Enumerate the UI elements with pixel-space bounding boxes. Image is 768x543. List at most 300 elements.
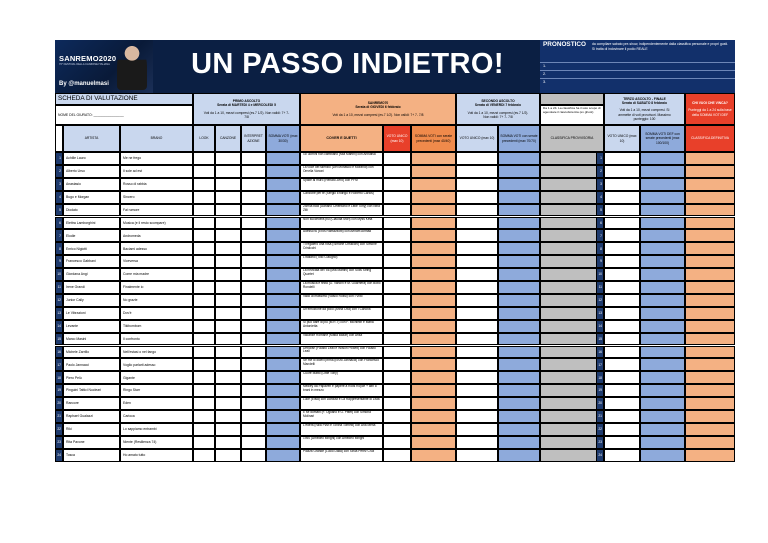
sum-votes-2-cell (411, 358, 456, 371)
final-rank-cell (685, 178, 735, 191)
sanremo70-header-note: Voti da 1 a 10, mezzi compresi (es.7 1/2). Non validi: 7+ 7- 7/8 (332, 112, 424, 117)
vote-terzo-input[interactable] (604, 346, 640, 359)
classifica-note: Da 1 a 24. La classifica ha il solo scopo di agevolare il riascolto/ercia (ex ghost) (540, 105, 604, 125)
vote-sanremo70-input[interactable] (383, 217, 411, 230)
vote-canzone-input[interactable] (215, 333, 241, 346)
vote-terzo-input[interactable] (604, 268, 640, 281)
vote-secondo-input[interactable] (456, 268, 498, 281)
provisional-rank-cell[interactable] (540, 436, 604, 449)
provisional-rank-cell[interactable] (540, 384, 604, 397)
vote-look-input[interactable] (193, 268, 215, 281)
cover-duet: 24mila baci (Adriano Celentano e Little Tony) con Nina Zilli (300, 204, 383, 217)
sum-votes-cell (266, 281, 300, 294)
vote-terzo-input[interactable] (604, 255, 640, 268)
vote-terzo-input[interactable] (604, 436, 640, 449)
sum-votes-3-cell (498, 423, 540, 436)
row-number: 24 (55, 449, 63, 462)
vote-secondo-input[interactable] (456, 191, 498, 204)
cover-duet: L'italiano (Toto Cutugno) (300, 255, 383, 268)
vote-sanremo70-input[interactable] (383, 204, 411, 217)
provisional-rank-cell[interactable] (540, 371, 604, 384)
vote-canzone-input[interactable] (215, 358, 241, 371)
vote-interpretazione-input[interactable] (241, 371, 266, 384)
vote-terzo-input[interactable] (604, 371, 640, 384)
vote-look-input[interactable] (193, 281, 215, 294)
sum-votes-2-cell (411, 307, 456, 320)
sum-votes-cell (266, 384, 300, 397)
vote-sanremo70-input[interactable] (383, 358, 411, 371)
provisional-rank-cell[interactable] (540, 358, 604, 371)
vote-interpretazione-input[interactable] (241, 410, 266, 423)
provisional-rank-cell[interactable] (540, 423, 604, 436)
vote-canzone-input[interactable] (215, 178, 241, 191)
sum-votes-2-cell (411, 410, 456, 423)
vote-sanremo70-input[interactable] (383, 410, 411, 423)
cover-duet: Spalle al muro (Renato Zero) con PFM (300, 178, 383, 191)
vote-interpretazione-input[interactable] (241, 255, 266, 268)
sum-votes-3-cell (498, 165, 540, 178)
sum-votes-2-cell (411, 294, 456, 307)
final-rank-cell (685, 255, 735, 268)
row-number-2: 6 (596, 217, 604, 230)
artist-name: Bugo e Morgan (63, 191, 120, 204)
vote-interpretazione-input[interactable] (241, 333, 266, 346)
vote-sanremo70-input[interactable] (383, 423, 411, 436)
sum-votes-2-cell (411, 397, 456, 410)
vote-look-input[interactable] (193, 229, 215, 242)
row-number: 22 (55, 423, 63, 436)
provisional-rank-cell[interactable] (540, 242, 604, 255)
sum-votes-3-cell (498, 281, 540, 294)
vote-interpretazione-input[interactable] (241, 204, 266, 217)
provisional-rank-cell[interactable] (540, 397, 604, 410)
secondo-ascolto-header-sub: Serata di VENERDI 7 febbraio (474, 103, 522, 108)
sum-votes-def-cell (640, 165, 685, 178)
primo-ascolto-header-title: PRIMO ASCOLTO (232, 98, 261, 103)
sum-votes-3-cell (498, 229, 540, 242)
sum-votes-cell (266, 242, 300, 255)
vote-canzone-input[interactable] (215, 423, 241, 436)
vote-look-input[interactable] (193, 346, 215, 359)
sum-votes-3-cell (498, 436, 540, 449)
song-title: Niente (Resilienza 74) (120, 436, 193, 449)
vote-look-input[interactable] (193, 384, 215, 397)
song-title: Il sole ad est (120, 165, 193, 178)
song-title: Andromeda (120, 229, 193, 242)
artist-name: Achille Lauro (63, 152, 120, 165)
vote-interpretazione-input[interactable] (241, 178, 266, 191)
sum-votes-3-cell (498, 307, 540, 320)
sum-votes-2-cell (411, 346, 456, 359)
provisional-rank-cell[interactable] (540, 152, 604, 165)
vote-terzo-input[interactable] (604, 242, 640, 255)
artist-name: Marco Masini (63, 333, 120, 346)
row-number: 19 (55, 384, 63, 397)
vote-look-input[interactable] (193, 294, 215, 307)
vote-interpretazione-input[interactable] (241, 242, 266, 255)
vote-sanremo70-input[interactable] (383, 371, 411, 384)
sum-votes-3-cell (498, 178, 540, 191)
vote-sanremo70-input[interactable] (383, 242, 411, 255)
vote-look-input[interactable] (193, 204, 215, 217)
vote-terzo-input[interactable] (604, 229, 640, 242)
artist-name: Irene Grandi (63, 281, 120, 294)
provisional-rank-cell[interactable] (540, 255, 604, 268)
vote-look-input[interactable] (193, 449, 215, 462)
sum-votes-cell (266, 152, 300, 165)
vote-canzone-input[interactable] (215, 307, 241, 320)
vote-secondo-input[interactable] (456, 217, 498, 230)
col-header-interpretazione: INTERPRET AZIONE (241, 125, 266, 152)
vote-interpretazione-input[interactable] (241, 358, 266, 371)
vote-secondo-input[interactable] (456, 346, 498, 359)
undefined (55, 93, 193, 105)
vote-sanremo70-input[interactable] (383, 268, 411, 281)
vote-secondo-input[interactable] (456, 397, 498, 410)
sum-votes-cell (266, 229, 300, 242)
vote-canzone-input[interactable] (215, 346, 241, 359)
vote-canzone-input[interactable] (215, 320, 241, 333)
page-title: UN PASSO INDIETRO! (191, 48, 504, 80)
row-number-2: 16 (596, 346, 604, 359)
provisional-rank-cell[interactable] (540, 165, 604, 178)
song-title: Gigante (120, 371, 193, 384)
secondo-ascolto-header-note: Voti da 1 a 10, mezzi compresi (es.7 1/2). Non validi: 7+ 7- 7/8 (467, 110, 529, 119)
artist-name: Raphael Gualazzi (63, 410, 120, 423)
vote-interpretazione-input[interactable] (241, 281, 266, 294)
cover-duet: Gli uomini non cambiano (Mia Martini) con Annalisa (300, 152, 383, 165)
sum-votes-def-cell (640, 320, 685, 333)
sum-votes-def-cell (640, 384, 685, 397)
row-number-2: 4 (596, 191, 604, 204)
row-number-2: 17 (596, 358, 604, 371)
vote-terzo-input[interactable] (604, 294, 640, 307)
artist-name: Enrico Nigiotti (63, 242, 120, 255)
vote-look-input[interactable] (193, 178, 215, 191)
vote-canzone-input[interactable] (215, 242, 241, 255)
song-title: Come mia madre (120, 268, 193, 281)
vote-secondo-input[interactable] (456, 358, 498, 371)
row-number: 15 (55, 333, 63, 346)
artist-name: Alberto Urso (63, 165, 120, 178)
terzo-ascolto-header-note: Voti da 1 a 10, mezzi compresi. Si ammette di voti provvisori. Massimo punteggio: 100 (618, 108, 671, 121)
song-title: Rosso di rabbia (120, 178, 193, 191)
row-number: 11 (55, 281, 63, 294)
row-number: 16 (55, 346, 63, 359)
row-number-2: 7 (596, 229, 604, 242)
final-rank-cell (685, 384, 735, 397)
final-rank-cell (685, 281, 735, 294)
vote-look-input[interactable] (193, 165, 215, 178)
sum-votes-def-cell (640, 333, 685, 346)
artist-name: Paolo Jannacci (63, 358, 120, 371)
vote-canzone-input[interactable] (215, 384, 241, 397)
vote-canzone-input[interactable] (215, 217, 241, 230)
final-rank-cell (685, 358, 735, 371)
final-rank-cell (685, 410, 735, 423)
vote-sanremo70-input[interactable] (383, 152, 411, 165)
sum-votes-def-cell (640, 410, 685, 423)
provisional-rank-cell[interactable] (540, 346, 604, 359)
vote-interpretazione-input[interactable] (241, 423, 266, 436)
row-number-2: 1 (596, 152, 604, 165)
cover-duet: Cuore Matto (Little Tony) (300, 371, 383, 384)
vote-sanremo70-input[interactable] (383, 165, 411, 178)
vote-sanremo70-input[interactable] (383, 281, 411, 294)
vote-secondo-input[interactable] (456, 204, 498, 217)
row-number-2: 14 (596, 320, 604, 333)
sanremo70-header-title: SANREMO70 (367, 101, 389, 106)
sum-votes-3-cell (498, 191, 540, 204)
vote-secondo-input[interactable] (456, 229, 498, 242)
pronostico-line-3[interactable]: 3. (540, 78, 735, 86)
pronostico-line-1[interactable]: 1. (540, 62, 735, 70)
rater-name-field[interactable]: NOME DEL GIURATO: ________________ (55, 105, 193, 125)
vote-look-input[interactable] (193, 191, 215, 204)
vote-canzone-input[interactable] (215, 281, 241, 294)
cover-duet: E se domani (F. Ogliano e G. Pittet) con Simona Molinari (300, 410, 383, 423)
vote-interpretazione-input[interactable] (241, 152, 266, 165)
vote-interpretazione-input[interactable] (241, 436, 266, 449)
vote-terzo-input[interactable] (604, 410, 640, 423)
vote-terzo-input[interactable] (604, 191, 640, 204)
vote-terzo-input[interactable] (604, 204, 640, 217)
sum-votes-3-cell (498, 358, 540, 371)
cover-duet: Medley da Papaveri e papere a Rolls Royce + altri 8 brani in mezzo (300, 384, 383, 397)
provisional-rank-cell[interactable] (540, 333, 604, 346)
song-title: Tikibombom (120, 320, 193, 333)
logo-subtitle: 70° FESTIVAL DELLA CANZONE ITALIANA (59, 63, 110, 66)
vote-canzone-input[interactable] (215, 191, 241, 204)
row-number: 21 (55, 410, 63, 423)
sum-votes-3-cell (498, 333, 540, 346)
row-number-2: 2 (596, 165, 604, 178)
vote-terzo-input[interactable] (604, 449, 640, 462)
cover-duet: Se me lo dicevi prima (Enzo Jannacci) con Francesco Mandelli (300, 358, 383, 371)
final-rank-cell (685, 320, 735, 333)
chi-vince-note: Punteggi da 1 a 24 sulla base della SOMMA VOTI DEF (688, 108, 732, 117)
vote-secondo-input[interactable] (456, 255, 498, 268)
vote-terzo-input[interactable] (604, 165, 640, 178)
provisional-rank-cell[interactable] (540, 449, 604, 462)
sum-votes-def-cell (640, 217, 685, 230)
vote-canzone-input[interactable] (215, 255, 241, 268)
vote-interpretazione-input[interactable] (241, 307, 266, 320)
cover-duet: Vacanze Romane (Matia Bazar) con Arisa (300, 333, 383, 346)
vote-terzo-input[interactable] (604, 397, 640, 410)
sum-votes-cell (266, 410, 300, 423)
vote-secondo-input[interactable] (456, 152, 498, 165)
vote-look-input[interactable] (193, 307, 215, 320)
vote-secondo-input[interactable] (456, 436, 498, 449)
vote-look-input[interactable] (193, 217, 215, 230)
vote-secondo-input[interactable] (456, 423, 498, 436)
vote-sanremo70-input[interactable] (383, 307, 411, 320)
vote-canzone-input[interactable] (215, 449, 241, 462)
vote-canzone-input[interactable] (215, 294, 241, 307)
song-title: Viceversa (120, 255, 193, 268)
vote-sanremo70-input[interactable] (383, 436, 411, 449)
cover-duet: Adesso tu (Eros Ramazzotti) con Aeham Ahmad (300, 229, 383, 242)
row-number: 2 (55, 165, 63, 178)
vote-interpretazione-input[interactable] (241, 346, 266, 359)
vote-terzo-input[interactable] (604, 307, 640, 320)
pronostico-line-2[interactable]: 2. (540, 70, 735, 78)
cover-duet: L'edera (Nilla Pizzi e Tonina Torrielli) con Ana Mena (300, 423, 383, 436)
vote-interpretazione-input[interactable] (241, 294, 266, 307)
cover-duet: Vado al massimo (Vasco Rossi) con I Viito (300, 294, 383, 307)
vote-canzone-input[interactable] (215, 436, 241, 449)
vote-canzone-input[interactable] (215, 204, 241, 217)
sum-votes-3-cell (498, 371, 540, 384)
provisional-rank-cell[interactable] (540, 268, 604, 281)
sum-votes-3-cell (498, 449, 540, 462)
vote-terzo-input[interactable] (604, 384, 640, 397)
vote-look-input[interactable] (193, 320, 215, 333)
provisional-rank-cell[interactable] (540, 229, 604, 242)
vote-sanremo70-input[interactable] (383, 346, 411, 359)
artist-name: Giordana Angi (63, 268, 120, 281)
vote-look-input[interactable] (193, 397, 215, 410)
sum-votes-3-cell (498, 152, 540, 165)
row-number-2: 22 (596, 423, 604, 436)
song-title: Ringo Starr (120, 384, 193, 397)
vote-secondo-input[interactable] (456, 178, 498, 191)
row-number: 6 (55, 217, 63, 230)
vote-terzo-input[interactable] (604, 358, 640, 371)
row-number-2: 3 (596, 178, 604, 191)
sum-votes-2-cell (411, 371, 456, 384)
vote-interpretazione-input[interactable] (241, 320, 266, 333)
vote-sanremo70-input[interactable] (383, 333, 411, 346)
vote-sanremo70-input[interactable] (383, 449, 411, 462)
sum-votes-2-cell (411, 178, 456, 191)
vote-sanremo70-input[interactable] (383, 320, 411, 333)
song-title: Ho amato tutto (120, 449, 193, 462)
sum-votes-3-cell (498, 268, 540, 281)
vote-look-input[interactable] (193, 436, 215, 449)
vote-secondo-input[interactable] (456, 371, 498, 384)
cover-duet: La voce del silenzio (Dei Monasco e Morandi) con Ornella Vanoni (300, 165, 383, 178)
vote-terzo-input[interactable] (604, 281, 640, 294)
col-header-somma-voti-def: SOMMA VOTI DEF con serate precedenti (max 100/100) (640, 125, 685, 152)
row-number: 13 (55, 307, 63, 320)
provisional-rank-cell[interactable] (540, 281, 604, 294)
vote-secondo-input[interactable] (456, 307, 498, 320)
vote-terzo-input[interactable] (604, 178, 640, 191)
vote-canzone-input[interactable] (215, 165, 241, 178)
vote-interpretazione-input[interactable] (241, 384, 266, 397)
col-header-cover: COVER E DUETTI (300, 125, 383, 152)
vote-sanremo70-input[interactable] (383, 384, 411, 397)
vote-look-input[interactable] (193, 358, 215, 371)
vote-secondo-input[interactable] (456, 384, 498, 397)
vote-terzo-input[interactable] (604, 423, 640, 436)
final-rank-cell (685, 165, 735, 178)
vote-sanremo70-input[interactable] (383, 294, 411, 307)
vote-interpretazione-input[interactable] (241, 217, 266, 230)
sum-votes-cell (266, 178, 300, 191)
sum-votes-def-cell (640, 242, 685, 255)
vote-terzo-input[interactable] (604, 217, 640, 230)
vote-sanremo70-input[interactable] (383, 191, 411, 204)
vote-canzone-input[interactable] (215, 410, 241, 423)
vote-canzone-input[interactable] (215, 229, 241, 242)
vote-terzo-input[interactable] (604, 152, 640, 165)
cover-duet: Un'emozione da poco (Anna Oxa) con I Canova (300, 307, 383, 320)
vote-secondo-input[interactable] (456, 242, 498, 255)
provisional-rank-cell[interactable] (540, 217, 604, 230)
final-rank-cell (685, 242, 735, 255)
vote-terzo-input[interactable] (604, 320, 640, 333)
vote-look-input[interactable] (193, 152, 215, 165)
row-number-2: 11 (596, 281, 604, 294)
terzo-ascolto-header-sub: Serata di SABATO 8 febbraio (621, 101, 668, 106)
vote-interpretazione-input[interactable] (241, 268, 266, 281)
vote-sanremo70-input[interactable] (383, 255, 411, 268)
sum-votes-def-cell (640, 281, 685, 294)
vote-look-input[interactable] (193, 410, 215, 423)
vote-secondo-input[interactable] (456, 410, 498, 423)
vote-interpretazione-input[interactable] (241, 229, 266, 242)
row-number-2: 18 (596, 371, 604, 384)
vote-canzone-input[interactable] (215, 152, 241, 165)
vote-interpretazione-input[interactable] (241, 397, 266, 410)
vote-terzo-input[interactable] (604, 333, 640, 346)
vote-interpretazione-input[interactable] (241, 191, 266, 204)
vote-secondo-input[interactable] (456, 281, 498, 294)
vote-sanremo70-input[interactable] (383, 229, 411, 242)
author-handle: By @manuelmasi (59, 81, 109, 87)
vote-interpretazione-input[interactable] (241, 165, 266, 178)
final-rank-cell (685, 204, 735, 217)
vote-look-input[interactable] (193, 242, 215, 255)
provisional-rank-cell[interactable] (540, 294, 604, 307)
artist-name: Junior Cally (63, 294, 120, 307)
vote-canzone-input[interactable] (215, 371, 241, 384)
vote-look-input[interactable] (193, 333, 215, 346)
row-number: 1 (55, 152, 63, 165)
vote-secondo-input[interactable] (456, 294, 498, 307)
vote-secondo-input[interactable] (456, 449, 498, 462)
vote-look-input[interactable] (193, 371, 215, 384)
row-number-2: 23 (596, 436, 604, 449)
vote-sanremo70-input[interactable] (383, 397, 411, 410)
provisional-rank-cell[interactable] (540, 320, 604, 333)
provisional-rank-cell[interactable] (540, 204, 604, 217)
vote-canzone-input[interactable] (215, 397, 241, 410)
sum-votes-def-cell (640, 204, 685, 217)
sum-votes-cell (266, 307, 300, 320)
vote-look-input[interactable] (193, 255, 215, 268)
terzo-ascolto-header (604, 93, 685, 125)
final-rank-cell (685, 152, 735, 165)
vote-secondo-input[interactable] (456, 320, 498, 333)
vote-secondo-input[interactable] (456, 165, 498, 178)
vote-secondo-input[interactable] (456, 333, 498, 346)
provisional-rank-cell[interactable] (540, 191, 604, 204)
logo-text: SANREMO2020 (59, 54, 117, 63)
vote-canzone-input[interactable] (215, 268, 241, 281)
vote-sanremo70-input[interactable] (383, 178, 411, 191)
provisional-rank-cell[interactable] (540, 178, 604, 191)
vote-interpretazione-input[interactable] (241, 449, 266, 462)
provisional-rank-cell[interactable] (540, 410, 604, 423)
sum-votes-2-cell (411, 423, 456, 436)
vote-look-input[interactable] (193, 423, 215, 436)
cover-duet: Canzone per te (Sergio Endrigo e Roberto Carlos) (300, 191, 383, 204)
provisional-rank-cell[interactable] (540, 307, 604, 320)
